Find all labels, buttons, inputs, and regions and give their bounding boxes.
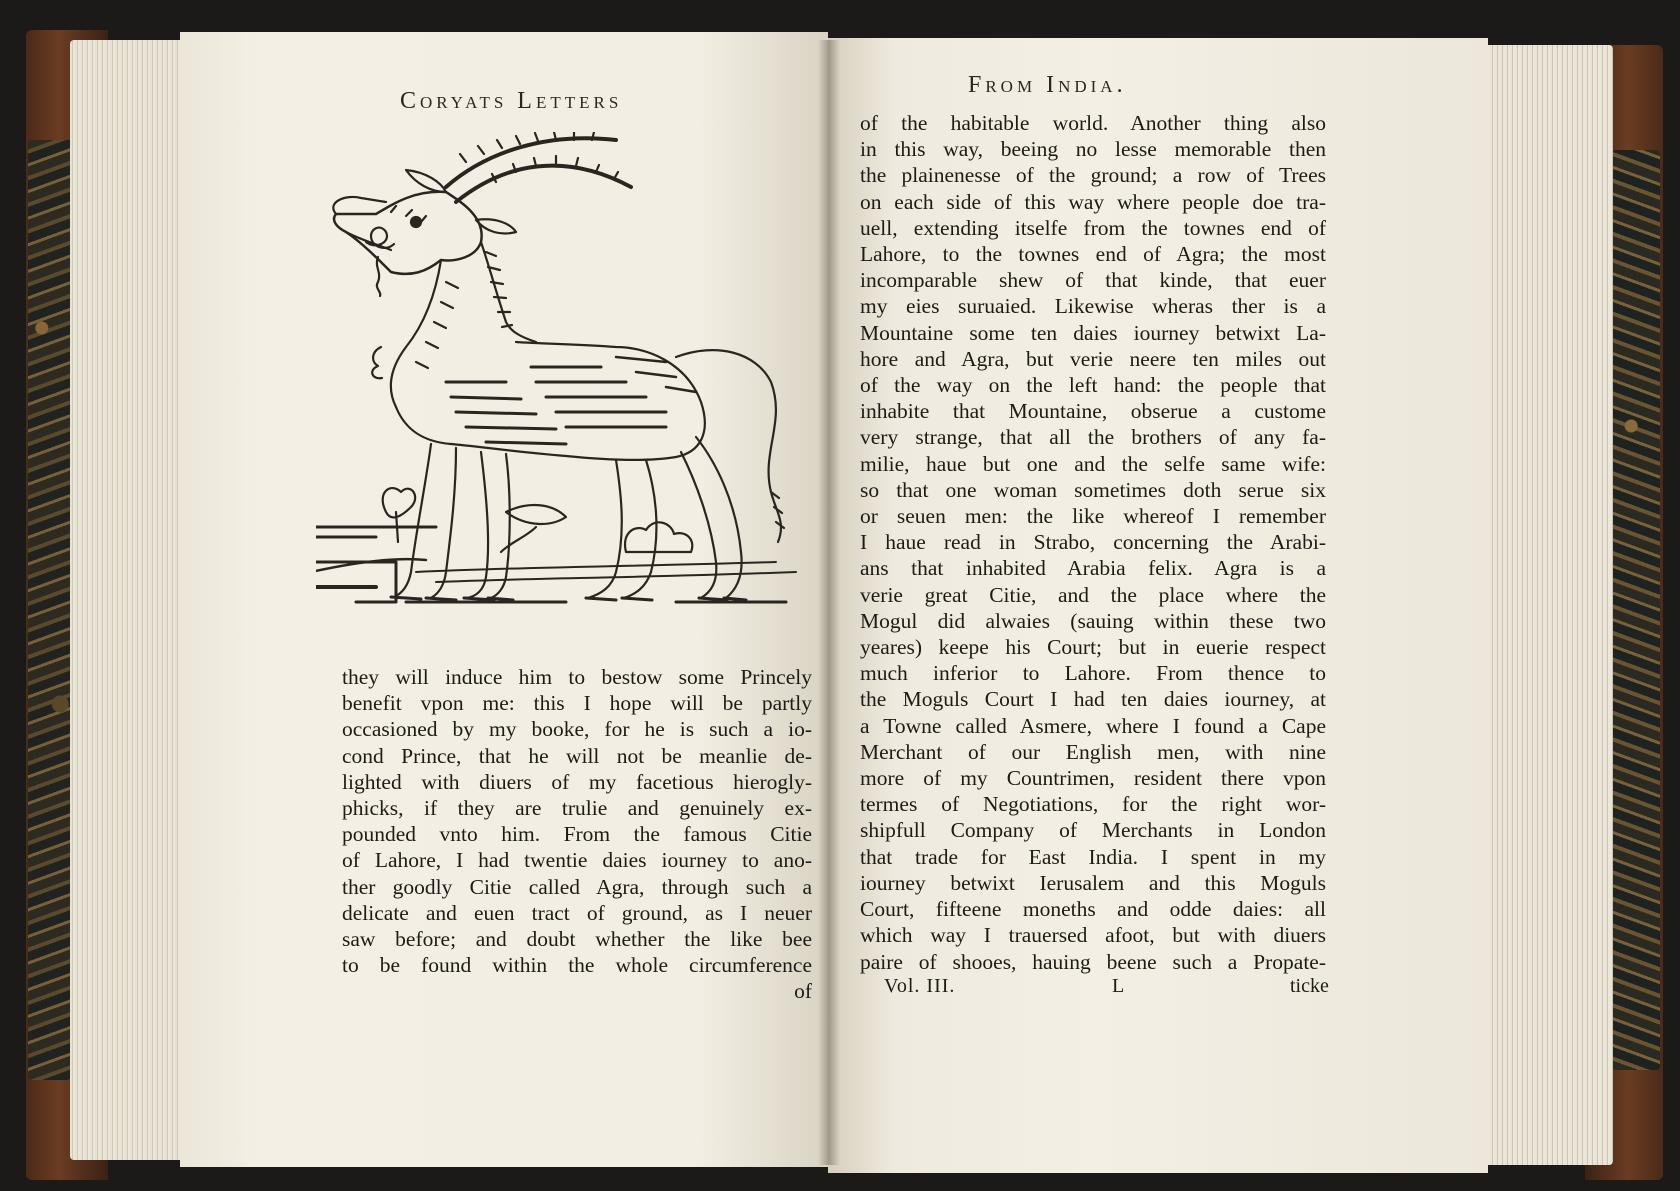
text-line: the Moguls Court I had ten daies iourney, at: [860, 687, 1326, 712]
text-line: hore and Agra, but verie neere ten miles out: [860, 346, 1326, 371]
left-marbled-board: [28, 140, 74, 1080]
text-line: milie, haue but one and the selfe same wife:: [860, 451, 1326, 476]
text-line: pounded vnto him. From the famous Citie: [342, 822, 812, 847]
woodcut-goat-illustration: [316, 132, 826, 652]
text-line: which way I trauersed afoot, but with diuers: [860, 923, 1326, 948]
text-line: occasioned by my booke, for he is such a io-: [342, 717, 812, 742]
text-line: Lahore, to the townes end of Agra; the most: [860, 242, 1326, 267]
text-line: they will induce him to bestow some Princely: [342, 665, 812, 689]
text-line: on each side of this way where people doe tra-: [860, 189, 1326, 214]
text-line: inhabite that Mountaine, obserue a custome: [860, 399, 1326, 424]
text-line: benefit vpon me: this I hope will be partly: [342, 691, 812, 716]
text-line: much inferior to Lahore. From thence to: [860, 661, 1326, 686]
text-line: Merchant of our English men, with nine: [860, 739, 1326, 764]
volume-signature: Vol. III.: [884, 975, 956, 997]
text-line: or seuen men: the like whereof I remember: [860, 504, 1326, 529]
text-line: that trade for East India. I spent in my: [860, 844, 1326, 869]
text-line: lighted with diuers of my facetious hierogly-: [342, 769, 812, 794]
catchword-left: of: [794, 979, 812, 1004]
text-line: a Towne called Asmere, where I found a Cape: [860, 713, 1326, 738]
text-line: I haue read in Strabo, concerning the Arabi-: [860, 530, 1326, 555]
text-line: phicks, if they are trulie and genuinely ex-: [342, 796, 812, 821]
text-line: iourney betwixt Ierusalem and this Moguls: [860, 870, 1326, 895]
text-line: Mountaine some ten daies iourney betwixt La-: [860, 320, 1326, 345]
text-line: so that one woman sometimes doth serue six: [860, 477, 1326, 502]
text-line: saw before; and doubt whether the like bee: [342, 927, 812, 952]
text-line: shipfull Company of Merchants in London: [860, 818, 1326, 843]
text-line: of the way on the left hand: the people that: [860, 373, 1326, 398]
right-marbled-board: [1612, 150, 1660, 1070]
text-line: of the habitable world. Another thing also: [860, 111, 1326, 135]
text-line: uell, extending itselfe from the townes end of: [860, 215, 1326, 240]
text-line: in this way, beeing no lesse memorable then: [860, 137, 1326, 162]
right-page-edges: [1475, 45, 1613, 1165]
text-line: very strange, that all the brothers of any fa-: [860, 425, 1326, 450]
left-page-text: [342, 664, 812, 1005]
text-line: ans that inhabited Arabia felix. Agra is a: [860, 556, 1326, 581]
text-line: delicate and euen tract of ground, as I neuer: [342, 900, 812, 925]
text-line: yeares) keepe his Court; but in euerie respect: [860, 635, 1326, 660]
text-line: more of my Countrimen, resident there vpon: [860, 766, 1326, 791]
text-line: incomparable shew of that kinde, that euer: [860, 268, 1326, 293]
text-line: the plainenesse of the ground; a row of Trees: [860, 163, 1326, 188]
text-line: Court, fifteene moneths and odde daies: all: [860, 897, 1326, 922]
text-line: of Lahore, I had twentie daies iourney to ano-: [342, 848, 812, 873]
text-line: ther goodly Citie called Agra, through such a: [342, 874, 812, 899]
right-page-text: [860, 110, 1326, 975]
signature-mark: L: [1112, 975, 1125, 997]
text-line: cond Prince, that he will not be meanlie de-: [342, 743, 812, 768]
text-line: paire of shooes, hauing beene such a Propate-: [860, 949, 1326, 974]
left-running-head: Coryats Letters: [400, 88, 623, 114]
left-page-edges: [70, 40, 190, 1160]
text-line: my eies suruaied. Likewise wheras ther is a: [860, 294, 1326, 319]
text-line: termes of Negotiations, for the right wor-: [860, 792, 1326, 817]
text-line: verie great Citie, and the place where the: [860, 582, 1326, 607]
right-running-head: From India.: [968, 72, 1127, 98]
catchword-right: ticke: [1290, 975, 1329, 997]
text-line: to be found within the whole circumference: [342, 953, 812, 978]
text-line: Mogul did alwaies (sauing within these two: [860, 608, 1326, 633]
